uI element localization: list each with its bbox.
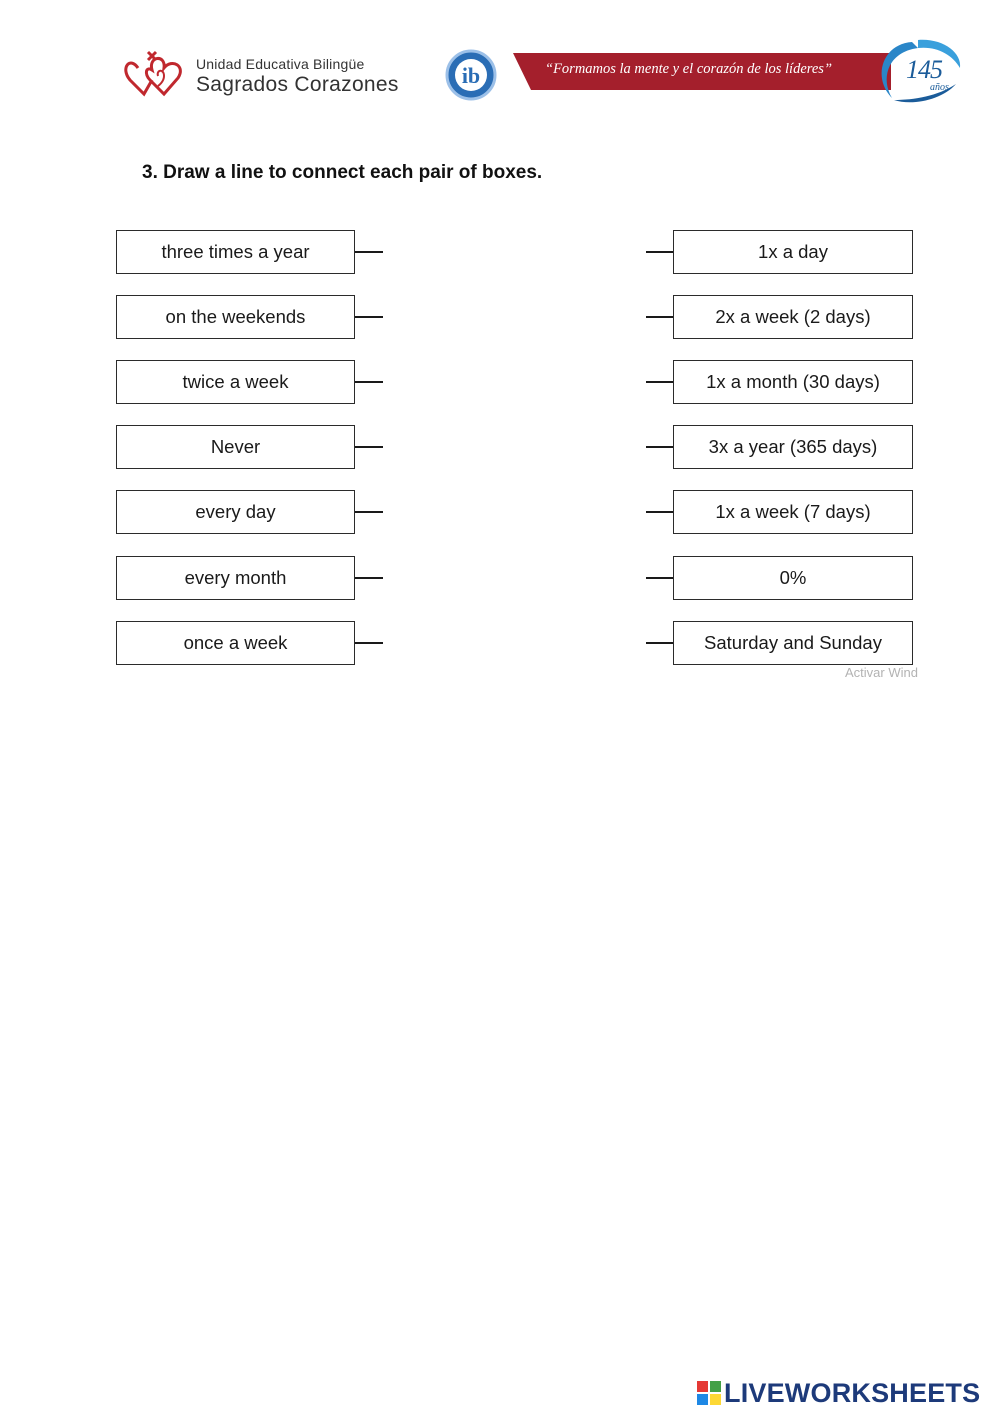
exercise-instruction: 3. Draw a line to connect each pair of boxes. <box>142 162 543 183</box>
liveworksheets-footer[interactable] <box>697 1378 980 1408</box>
right-connector-6[interactable] <box>646 577 674 579</box>
right-connector-2[interactable] <box>646 316 674 318</box>
school-name-line2: Sagrados Corazones <box>196 73 399 96</box>
school-name <box>196 56 399 97</box>
right-connector-4[interactable] <box>646 446 674 448</box>
right-box-4[interactable]: 3x a year (365 days) <box>673 425 913 469</box>
windows-activation-watermark: Activar Wind <box>845 665 918 680</box>
right-box-3[interactable]: 1x a month (30 days) <box>673 360 913 404</box>
left-connector-7[interactable] <box>355 642 383 644</box>
right-connector-1[interactable] <box>646 251 674 253</box>
left-connector-2[interactable] <box>355 316 383 318</box>
left-box-7[interactable]: once a week <box>116 621 355 665</box>
school-name-line1: Unidad Educativa Bilingüe <box>196 56 365 72</box>
left-box-6[interactable]: every month <box>116 556 355 600</box>
svg-text:ib: ib <box>461 63 481 88</box>
left-connector-1[interactable] <box>355 251 383 253</box>
right-box-7[interactable]: Saturday and Sunday <box>673 621 913 665</box>
anniversary-number: 145 <box>906 55 942 84</box>
left-box-2[interactable]: on the weekends <box>116 295 355 339</box>
school-hearts-logo-icon <box>122 46 188 98</box>
left-box-5[interactable]: every day <box>116 490 355 534</box>
left-connector-4[interactable] <box>355 446 383 448</box>
right-box-2[interactable]: 2x a week (2 days) <box>673 295 913 339</box>
right-connector-5[interactable] <box>646 511 674 513</box>
left-box-4[interactable]: Never <box>116 425 355 469</box>
left-connector-5[interactable] <box>355 511 383 513</box>
right-box-5[interactable]: 1x a week (7 days) <box>673 490 913 534</box>
anniversary-years-label: años <box>930 82 949 93</box>
right-connector-3[interactable] <box>646 381 674 383</box>
liveworksheets-brand: LIVEWORKSHEETS <box>724 1377 981 1408</box>
liveworksheets-logo-icon <box>697 1381 721 1405</box>
page-header <box>0 0 1000 120</box>
ib-world-school-logo-icon <box>441 49 501 101</box>
right-box-6[interactable]: 0% <box>673 556 913 600</box>
right-connector-7[interactable] <box>646 642 674 644</box>
left-connector-3[interactable] <box>355 381 383 383</box>
left-connector-6[interactable] <box>355 577 383 579</box>
left-box-3[interactable]: twice a week <box>116 360 355 404</box>
school-motto: “Formamos la mente y el corazón de los líderes” <box>545 61 833 77</box>
left-box-1[interactable]: three times a year <box>116 230 355 274</box>
right-box-1[interactable]: 1x a day <box>673 230 913 274</box>
